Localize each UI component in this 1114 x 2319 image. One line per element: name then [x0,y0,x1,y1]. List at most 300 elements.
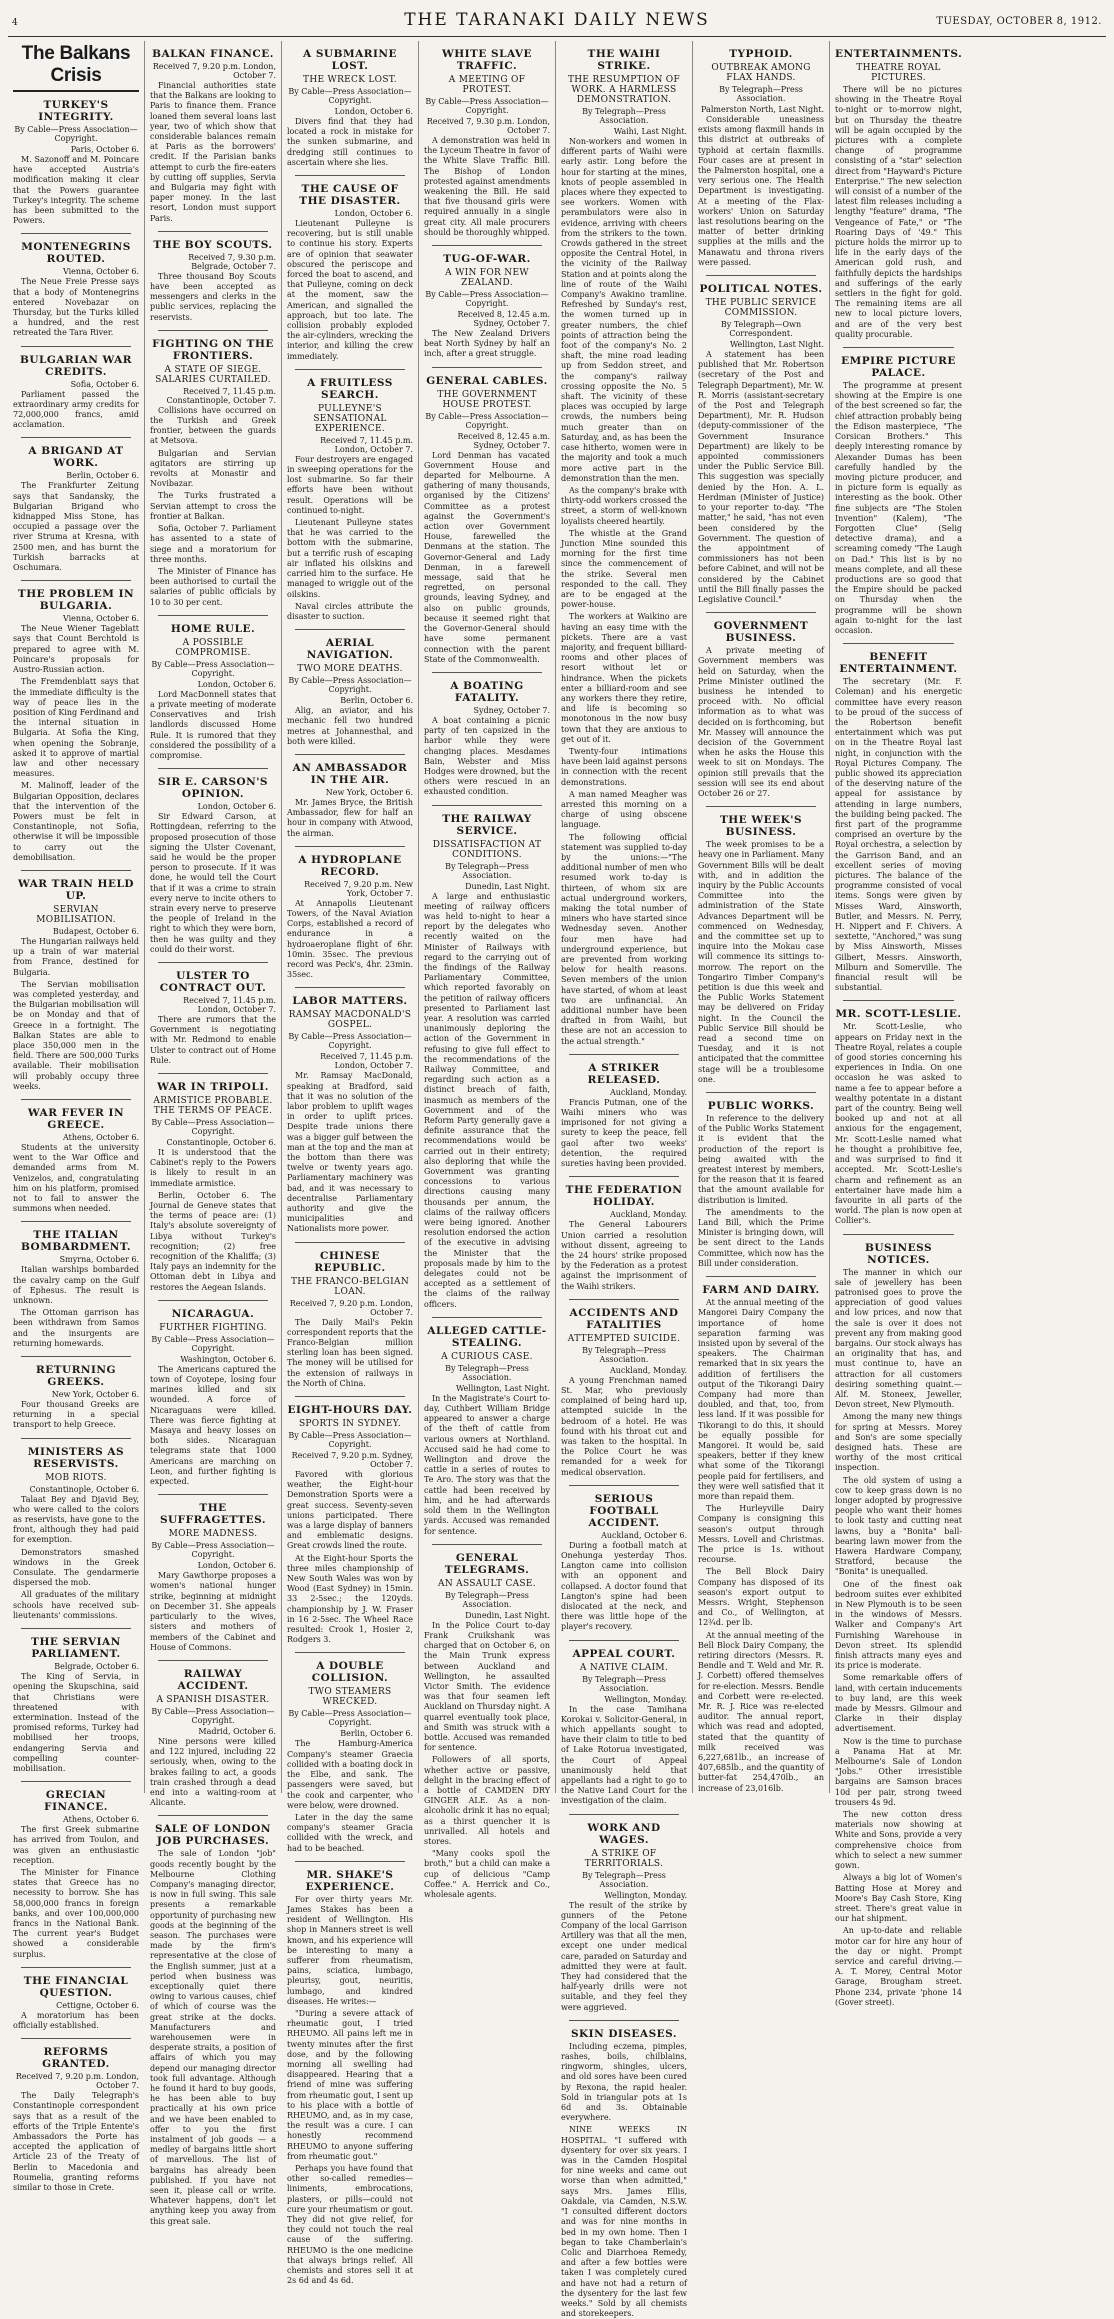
article-paragraph: "Many cooks spoil the broth," but a child can make a cup of delicious "Camp Coffee." A. Herrick and Co., wholesale agents. [424,1849,550,1899]
article-headline: WAR FEVER IN GREECE. [27,1107,125,1131]
article-paragraph: The new cotton dress materials now showing at White and Sons, provide a very comprehensive choice from which to select a new summer gown. [835,1810,962,1871]
article-headline: BALKAN FINANCE. [152,48,274,60]
article-divider [843,1000,954,1001]
article-headline: SKIN DISEASES. [570,2027,678,2040]
article-headline: SIR E. CARSON'S OPINION. [157,776,269,801]
article-dateline: Berlin, October 6. [340,1729,413,1739]
article-credit: By Cable—Press Association—Copyright. [151,1541,275,1560]
article [424,672,550,798]
article-paragraph: The King of Servia, in opening the Skupschina, said that Christians were threatened with extermination. Instead of the promised reforms, Turkey had mobilised her troops, endangering Servia and compelling counter-mobilisation. [13,1672,139,1773]
article-headline: A FRUITLESS SEARCH. [307,376,393,401]
article-dateline: Budapest, October 6. [52,926,139,936]
article-paragraph: Alig, an aviator, and his mechanic fell two hundred metres at Johannesthal, and both were killed. [287,706,413,746]
article-headline: THE ITALIAN BOMBARDMENT. [20,1229,132,1254]
article-paragraph: The Americans captured the town of Coyotepe, losing four marines killed and six wounded. A force of Nicaraguans were killed. There was fierce fighting at Masaya and heavy losses on both sides. Nicaraguan telegrams state that 1000 Americans are marching on Leon, and further fighting is expected. [150,1364,276,1487]
article-credit: By Cable—Press Association—Copyright. [288,1431,412,1450]
article-paragraph: At the annual meeting of the Bell Block Dairy Company, the retiring directors (Messrs. R. Bendle and T. Weld and Mr. R. J. Corbett) offered themselves for re-election. Messrs. Bendle and Corbett were re-elected. Mr. R. J. Rice was re-elected auditor. The annual report, which was read and adopted, stated that the quantity of milk received was 6,227,681lb., an increase of 407,685lb., and the quantity of butter-fat 254,470lb., an increase of 23,016lb. [698,1630,824,1793]
article [287,846,413,981]
article-divider [158,615,268,616]
article-headline: ALLEGED CATTLE-STEALING. [427,1324,547,1349]
article [13,1438,139,1621]
article-paragraph: The Ottoman garrison has been withdrawn from Samos and the insurgents are returning homewards. [13,1308,139,1348]
article-paragraph: The Hungarian railways held up a train of war material from France, destined for Bulgaria. [13,936,139,977]
article-headline: THE BOY SCOUTS. [153,238,273,251]
article-divider [843,643,954,644]
article-paragraph: At the annual meeting of the Mangorei Dairy Company the importance of home separation farming was insisted upon by several of the speakers. The Chairman remarked that in six years the addition of fertilisers the output of the Tikorangi Dairy Company had more than doubled, and that, too, from less land. If it was possible for Tikorangi to do this, it should be equally possible for Mangorei. It would be, said speakers, better if they knew what some of the Tikorangi people paid for fertilisers, and they were well satisfied that it more than repaid them. [698,1298,824,1501]
article-divider [295,754,405,755]
article-paragraph: The first Greek submarine has arrived from Toulon, and was given an enthusiastic reception. [13,1825,139,1865]
article-headline: AERIAL NAVIGATION. [306,637,394,662]
article [150,1494,276,1653]
article [287,48,413,168]
article-paragraph: Always a big lot of Women's Batting Hose at Morey and Moore's Bay Cash Store, King street. There's great value in our hat shipment. [835,1873,962,1924]
article-subheadline: TWO MORE DEATHS. [297,664,403,675]
article [287,1396,413,1645]
article [13,1781,139,1960]
article-paragraph: In the Police Court to-day Frank Cruikshank was charged that on October 6, on the Main Trunk express between Auckland and Wellington, he assaulted Victor Smith. The evidence was that four seamen left Auckland on Thursday night. A quarrel eventually took place, and Smith was struck with a bottle. Accused was remanded for sentence. [424,1620,550,1753]
article-divider [158,768,268,769]
article-dateline: Palmerston North, Last Night. [701,105,824,114]
article-subheadline: MORE MADNESS. [168,1529,258,1540]
article-subheadline: ARMISTICE PROBABLE. THE TERMS OF PEACE. [153,1096,273,1116]
article-paragraph: Lord MacDonnell states that a private meeting of moderate Conservatives and Irish landlords discussed Home Rule. It is rumored that they considered the possibility of a compromise. [150,689,276,760]
article-paragraph: Berlin, October 6. The Journal de Geneve states that the terms of peace are: (1) Italy's absolute sovereignty of Libya without Turkey's recognition; (2) free recognition of the Khaliffa; (3) Italy pays an indemnity for the Ottoman debt in Libya and restores the Aegean Islands. [150,1190,276,1292]
article-divider [432,1544,542,1545]
article-subheadline: THE WRECK LOST. [303,75,397,85]
article-credit: By Telegraph—Press Association. [719,85,803,103]
article [13,346,139,431]
article-credit: By Cable—Press Association—Copyright. [288,1032,412,1051]
article [13,1221,139,1349]
newspaper-title: THE TARANAKI DAILY NEWS [404,10,710,30]
article-divider [158,962,268,963]
article-paragraph: Sofia, October 7. Parliament has assented to a state of siege and a moratorium for three months. [150,524,276,564]
article-paragraph: Naval circles attribute the disaster to suction. [287,601,413,621]
article [698,612,824,799]
article-headline: THE WAIHI STRIKE. [587,48,661,72]
article [561,1176,687,1291]
article-divider [21,870,131,871]
article-headline: ACCIDENTS AND FATALITIES [569,1306,679,1331]
article [13,233,139,338]
article [698,806,824,1085]
article-divider [432,367,542,368]
article-dateline: Received 7, 9.20 p.m. London, October 7. [152,62,276,80]
article-headline: THE SERVIAN PARLIAMENT. [31,1636,121,1661]
article-divider [21,1438,131,1439]
article [150,962,276,1066]
article-credit: By Cable—Press Association—Copyright. [151,659,275,678]
column [419,41,556,1899]
article-paragraph: The Neue Freie Presse says that a body of Montenegrins entered Novebazar on Thursday, but the Turks killed a hundred, and the rest retreated the Tara River. [13,277,139,338]
article [150,48,276,224]
article-headline: WORK AND WAGES. [587,1821,661,1846]
article-credit: By Telegraph—Press Association. [445,1363,529,1382]
article-paragraph: The General Labourers Union carried a resolution without dissent, agreeing to the 24 hours' strike proposed by the Federation as a protest against the imprisonment of the Waihi strikers. [561,1220,687,1291]
article-dateline: Auckland, Monday. [610,1365,687,1375]
article-paragraph: Favored with glorious weather, the Eight-hour Demonstration Sports were a great success. Seventy-seven unions participated. There was a large display of banners and emblematic designs. Great crowds lined the route. [287,1470,413,1551]
article-divider [21,1781,131,1782]
issue-date: TUESDAY, OCTOBER 8, 1912. [936,16,1102,27]
article-paragraph: Demonstrators smashed windows in the Greek Consulate. The gendarmerie dispersed the mob. [13,1547,139,1588]
article-credit: By Telegraph—Own Correspondent. [720,320,802,339]
article-headline: EIGHT-HOURS DAY. [287,1404,413,1417]
article-headline: RETURNING GREEKS. [36,1364,116,1389]
article-divider [843,1234,954,1235]
article-headline: BUSINESS NOTICES. [864,1241,933,1266]
article [561,48,687,1047]
article-divider [158,1815,268,1816]
article-paragraph: Lieutenant Pulleyne is recovering, but is still unable to continue his story. Experts are of opinion that seawater obscured the periscope and forced the boat to ascend, and that Pulleyne, coming on deck at the moment, saw the American, and signalled the approach, but too late. The collision probably exploded the air-cylinders, wrecking the interior, and killing the crew immediately. [287,219,413,361]
article [287,175,413,362]
article-paragraph: The New Zealand Drivers beat North Sydney by half an inch, after a great struggle. [424,329,550,359]
article-divider [295,1242,405,1243]
article-divider [706,275,816,276]
article-subheadline: A STRIKE OF TERRITORIALS. [584,1848,664,1869]
article-headline: THE WEEK'S BUSINESS. [719,814,803,839]
article [287,629,413,747]
article-headline: THE CAUSE OF THE DISASTER. [299,183,401,208]
article-headline: CHINESE REPUBLIC. [314,1249,386,1274]
column [8,41,145,2192]
article-dateline: Received 7, 9.20 p.m. London, October 7. [15,2072,139,2091]
article [150,768,276,955]
article-headline: GENERAL TELEGRAMS. [444,1551,530,1576]
article-paragraph: A private meeting of Government members was held on Saturday, when the Prime Minister outlined the business he intended to proceed with. No official information as to what was decided on is forthcoming, but Mr. Massey will announce the decision of the Government when he asks the House this week to sit on Mondays. The opinion still prevails that the session will see its end about October 26 or 27. [698,646,824,798]
article [287,369,413,622]
article-paragraph: Lord Denman has vacated Government House and departed for Melbourne. A gathering of many thousands, organised by the Citizens' Committee as a protest against the Government's action over Government House, farewelled the Denmans at the station. The Governor-General and Lady Denman, in a farewell message, said that he regretted, on personal grounds, leaving Sydney, and also on public grounds, because it seemed right that the Governor-General should have some permanent connection with the parent State of the Commonwealth. [424,450,550,664]
article [150,231,276,323]
article-dateline: Received 8, 12.45 a.m. Sydney, October 7. [457,431,550,450]
article-subheadline: THE RESUMPTION OF WORK. A HARMLESS DEMONSTRATION. [567,75,681,105]
section-banner: The Balkans Crisis [13,43,139,92]
article-divider [706,1092,816,1093]
article-divider [569,1485,679,1486]
article-credit: By Cable—Press Association—Copyright. [425,411,549,430]
article-credit: By Telegraph—Press Association. [582,107,666,125]
article-subheadline: ATTEMPTED SUICIDE. [567,1333,681,1344]
article-headline: BENEFIT ENTERTAINMENT. [839,651,958,676]
article-paragraph: The amendments to the Land Bill, which the Prime Minister is bringing down, will be sent direct to the Lands Committee, which now has the Bill under consideration. [698,1207,824,1268]
article-paragraph: The Servian mobilisation was completed yesterday, and the Bulgarian mobilisation will be on Monday and that of Greece in a fortnight. The Balkan States are able to place 350,000 men in the field. There are 500,000 Turks available. Their mobilisation will probably occupy three weeks. [13,979,139,1091]
article-credit: By Telegraph—Press Association. [445,1590,529,1609]
article-paragraph: The Minister of Finance has been authorised to curtail the salaries of public officials by 10 to 30 per cent. [150,566,276,607]
article-paragraph: Including eczema, pimples, rashes, boils, chilblains, ringworm, shingles, ulcers, and old sores have been cured by Rexona, the rapid healer. Sold in triangular pots at 1s 6d and 3s. Obtainable everywhere. [561,2041,687,2123]
article [424,805,550,1310]
article-subheadline: FURTHER FIGHTING. [159,1322,267,1333]
article-paragraph: The following official statement was supplied to-day by the unions:—"The additional number of men who resumed work to-day is thirteen, of whom six are actual underground workers, making the total number of miners who have started since Wednesday seven. Another four men have had underground experience, but are prevented from working below for health reasons. Seven members of the union have started, of whom at least two are unfinancial. An additional number have been drafted in from Waihi, but these are not an accession to the actual strength." [561,832,687,1046]
article-headline: TYPHOID. [729,48,793,60]
article-paragraph: A boat containing a picnic party of ten capsized in the harbor while they were changing places. Mesdames Bain, Webster and Miss Hodges were drowned, but the others were rescued in an exhausted condition. [424,715,550,797]
article-headline: SERIOUS FOOTBALL ACCIDENT. [588,1492,660,1529]
article-dateline: Received 7, 9.20 p.m. London, October 7. [289,1298,413,1317]
article-divider [295,1652,405,1653]
article [13,437,139,573]
article [13,870,139,1092]
article [424,367,550,665]
article-dateline: Cettigne, October 6. [56,2000,139,2010]
article-divider [843,347,954,348]
article-paragraph: Sir Edward Carson, at Rottingdean, referring to the proposed prosecution of those signing the Ulster Covenant, said he would be the proper person to prosecute. If it was done, he would tell the Court that if it was a crime to strain every nerve to incite others to strain every nerve to preserve the people of Ireland in the right to which they were born, then he was guilty and they could do their worst. [150,812,276,954]
article-dateline: Received 7, 9.30 p.m. Belgrade, October 7. [188,252,276,271]
article-divider [295,1396,405,1397]
article-paragraph: At Annapolis Lieutenant Towers, of the Naval Aviation Corps, established a record of endurance in a hydroaeroplane flight of 6hr. 10min. 35sec. The previous record was Peck's, 4hr. 23min. 35sec. [287,898,413,980]
column [693,41,830,1793]
article-subheadline: THE FRANCO-BELGIAN LOAN. [291,1276,409,1297]
article [561,1814,687,2013]
article-paragraph: Mr. Scott-Leslie, who appears on Friday next in the Theatre Royal, relates a couple of good stories concerning his experiences in India. On one occasion he was asked to name a fee to appear before a wealthy potentate in a distant part of the country. Being well booked up and not at all anxious for the engagement, Mr. Scott-Leslie named what he thought a prohibitive fee, and was surprised to find it accepted. Mr. Scott-Leslie's charm and refinement as an entertainer have made him a favourite in all parts of the world. The plan is now open at Collier's. [835,1022,962,1226]
article-paragraph: In reference to the delivery of the Public Works Statement it is evident that the production of the report is being awaited with the greatest interest by members, for the reason that it is feared that the amount available for distribution is limited. [698,1114,824,1205]
article-subheadline: SERVIAN MOBILISATION. [36,904,116,925]
article-divider [569,1176,679,1177]
article-paragraph: Considerable uneasiness exists among flaxmill hands in this district at outbreaks of typhoid at certain flaxmills. Four cases are at present in the Palmerston hospital, one a very serious one. The Health Department is investigating. At a meeting of the Flax-workers' Union on Saturday last resolutions bearing on the matter of better drinking supplies at the mills and the Manawatu and throna rivers were passed. [698,115,824,267]
article-paragraph: A statement has been published that Mr. Robertson (secretary of the Post and Telegraph Department), Mr. W. R. Morris (assistant-secretary of the Post and Telegraph Department), Mr. R. Hudson (deputy-commissioner of the Government Insurance Department) are likely to be appointed commissioners under the Public Service Bill. This suggestion was specially denied by the Hon. A. L. Herdman (Minister of Justice) to your reporter to-day. "The matter," he said, "has not even been considered by the Government. The question of the appointment of commissioners has not been before Cabinet, and will not be considered by the Cabinet until the Bill finally passes the Legislative Council." [698,350,824,604]
article [13,1356,139,1431]
article-paragraph: Some remarkable offers of land, with certain inducements to buy land, are this week made by Messrs. Gilmour and Clarke in their display advertisement. [835,1673,962,1734]
article-paragraph: A demonstration was held in the Lyceum Theatre in favor of the White Slave Traffic Bill. The Bishop of London protested against amendments weakening the Bill. He said that five thousand girls were required annually in a single great city. All male procurers should be thoroughly whipped. [424,136,550,237]
article-subheadline: SPORTS IN SYDNEY. [298,1419,402,1430]
article-dateline: Smyrna, October 6. [59,1255,139,1265]
article [561,1640,687,1807]
article-headline: TUG-OF-WAR. [443,253,531,266]
article-headline: THE RAILWAY SERVICE. [442,812,532,837]
article [13,580,139,863]
article-credit: By Telegraph—Press Association. [582,1345,666,1364]
article-dateline: Auckland, October 6. [601,1530,687,1540]
article-dateline: Received 7, 11.45 p.m. London, October 7. [320,1052,413,1071]
article-dateline: Berlin, October 6. [340,696,413,706]
article [698,48,824,268]
article-headline: A HYDROPLANE RECORD. [298,853,402,878]
article-paragraph: Four destroyers are engaged in sweeping operations for the lost submarine. So far their efforts have been without result. Operations will be continued to-night. [287,454,413,515]
article-paragraph: The Neue Wiener Tageblatt says that Count Berchtold is prepared to agree with M. Poincare's proposals for Austro-Russian action. [13,624,139,675]
article-divider [432,245,542,246]
article-paragraph: The Minister for Finance states that Greece has no necessity to borrow. She has 58,000,000 francs in foreign banks, and over 100,000,000 francs in the National Bank. The current year's Budget showed a considerable surplus. [13,1867,139,1959]
article-dateline: Vienna, October 6. [62,614,139,624]
article-credit: By Cable—Press Association—Copyright. [14,125,138,143]
article-dateline: London, October 6. [334,209,413,219]
article-paragraph: The Hurleyville Dairy Company is consigning this season's output through Messrs. Lovell and Christmas. The price is 1s. without recourse. [698,1504,824,1565]
article-paragraph: For over thirty years Mr. James Stakes has been a resident of Wellington. His shop in Manners street is well known, and his experience will be interesting to many a sufferer from rheumatism, pains, sciatica, lumbago, pleurisy, gout, neuritis, lumbago, and kindred diseases. He writes:— [287,1894,413,2006]
article-divider [432,805,542,806]
article-divider [295,987,405,988]
article-credit: By Telegraph—Press Association. [582,1870,666,1889]
article-divider [21,1628,131,1629]
article-paragraph: As the company's brake with thirty-odd workers crossed the street, a storm of well-known loyalists cheered heartily. [561,485,687,526]
article-paragraph: The Daily Telegraph's Constantinople correspondent says that as a result of the efforts of the Triple Entente's Ambassadors the Porte has accepted the application of Article 23 of the Treaty of Berlin to Macedonia and Roumelia, granting reforms similar to those in Crete. [13,2091,139,2192]
article-subheadline: OUTBREAK AMONG FLAX HANDS. [711,63,811,83]
article-credit: By Telegraph—Press Association. [582,1674,666,1693]
article [287,1861,413,2287]
article-dateline: Vienna, October 6. [62,267,139,277]
article-headline: WAR IN TRIPOLI. [157,1081,269,1093]
article [150,615,276,761]
article [287,754,413,839]
article-paragraph: Nine persons were killed and 122 injured, including 22 seriously, when, owing to the brakes failing to act, a goods train crashed through a dead end into a waiting-room at Alicante. [150,1736,276,1808]
article-headline: THE FEDERATION HOLIDAY. [565,1184,683,1209]
article-dateline: Wellington, Last Night. [729,340,824,350]
article [835,1000,962,1226]
article [287,1242,413,1389]
article-headline: A DOUBLE COLLISION. [311,1660,389,1685]
article-paragraph: Later in the day the same company's steamer Gracia collided with the wreck, and had to be beached. [287,1812,413,1853]
article-paragraph: Followers of all sports, whether active or passive, delight in the bracing effect of a bottle of CAMDEN DRY GINGER ALE. As a non-alcoholic drink it has no equal; as a thirst quencher it is unrivalled. All hotels and stores. [424,1755,550,1846]
article-headline: MONTENEGRINS ROUTED. [21,241,131,266]
article-subheadline: A SPANISH DISASTER. [156,1694,270,1705]
article-divider [21,2038,131,2039]
article-paragraph: Students at the university went to the War Office and demanded arms from M. Venizelos, and, congratulating him on his platform, promised not to fail to answer the summons when needed. [13,1143,139,1214]
article-credit: By Cable—Press Association—Copyright. [288,676,412,695]
article [287,987,413,1234]
article-headline: SALE OF LONDON JOB PURCHASES. [154,1823,271,1848]
article-dateline: Washington, October 6. [180,1354,276,1364]
columns [8,41,1106,2319]
article-divider [21,437,131,438]
article-dateline: London, October 6. [334,107,413,116]
article-headline: ULSTER TO CONTRACT OUT. [159,969,267,994]
article-subheadline: A NATIVE CLAIM. [579,1662,669,1673]
article-divider [158,1660,268,1661]
article-paragraph: Mr. James Bryce, the British Ambassador, flew for half an hour in company with Atwood, the airman. [287,797,413,838]
article-paragraph: There are rumors that the Government is negotiating with Mr. Redmond to enable Ulster to contract out of Home Rule. [150,1014,276,1065]
article-paragraph: The Frankfurter Zeitung says that Sandansky, the Bulgarian Brigand who kidnapped Miss Stone, has occupied a passage over the river Struma at Kresna, with 2500 men, and has burnt the Turkish barracks at Oschumara. [13,481,139,573]
article-headline: PUBLIC WORKS. [707,1100,815,1113]
article-divider [706,612,816,613]
article-headline: THE FINANCIAL QUESTION. [23,1974,129,1999]
article [835,643,962,993]
article-headline: A SUBMARINE LOST. [303,48,397,72]
article-dateline: London, October 6. [197,1561,276,1571]
article-divider [295,175,405,176]
article-headline: BULGARIAN WAR CREDITS. [19,353,133,378]
article-divider [158,330,268,331]
article-subheadline: A CURIOUS CASE. [441,1351,533,1362]
article [13,2038,139,2193]
article-subheadline: THE PUBLIC SERVICE COMMISSION. [705,298,817,319]
article-paragraph: The Daily Mail's Pekin correspondent reports that the Franco-Belgian million sterling loan has been signed. The money will be utilised for the extension of railways in the North of China. [287,1317,413,1388]
article-paragraph: The result of the strike by gunners of the Petone Company of the local Garrison Artillery was that all the men, except one under medical care, paraded on Saturday and admitted they were at fault. They had considered that the half-yearly drills were not suitable, and they feel they were aggrieved. [561,1900,687,2012]
article [150,1660,276,1808]
article-headline: POLITICAL NOTES. [699,283,823,296]
article-headline: A BRIGAND AT WORK. [28,445,124,470]
article [698,275,824,605]
article-divider [706,806,816,807]
article-paragraph: The workers at Waikino are having an easy time with the pickets. There are a vast majority, and frequent billiard-rooms and other places of resort without let or hindrance. When the pickets enter a billiard-room and see any workers there they retire, and life is becoming so monotonous in the now busy town that they are anxious to get out of it. [561,612,687,744]
article [424,1317,550,1537]
article-dateline: New York, October 6. [51,1390,139,1400]
article-paragraph: At the Eight-hour Sports the three miles championship of New South Wales was won by Wood (East Sydney) in 15min. 33 2-5sec.; the 120yds. championship by J. W. Fraser in 16 2-5sec. The Wheel Race resulted: Crook 1, Hosier 2, Rodgers 3. [287,1553,413,1645]
article-paragraph: Among the many new things for spring at Messrs. Morey and Son's are some specially designed hats. These are worthy of the most critical inspection. [835,1412,962,1473]
article-credit: By Cable—Press Association—Copyright. [288,87,412,105]
article-dateline: Received 7, 11.45 p.m. London, October 7. [183,995,276,1014]
article-paragraph: During a football match at Onehunga yesterday Thos. Langton came into collision with an opponent and collapsed. A doctor found that Langton's spine had been dislocated at the neck, and there was little hope of the player's recovery. [561,1540,687,1632]
article-headline: GOVERNMENT BUSINESS. [713,620,809,645]
article-paragraph: Italian warships bombarded the cavalry camp on the Gulf of Ephesus. The result is unknown. [13,1265,139,1306]
article-dateline: Paris, October 6. [70,145,139,154]
article-divider [21,1356,131,1357]
article-headline: GRECIAN FINANCE. [44,1789,108,1814]
article [13,1099,139,1214]
article-divider [569,1299,679,1300]
article-dateline: London, October 6. [197,802,276,812]
article-dateline: Wellington, Last Night. [455,1383,550,1393]
article-dateline: Constantinople, October 6. [166,1138,276,1147]
article-headline: GENERAL CABLES. [426,374,548,387]
article-divider [432,1317,542,1318]
article-credit: By Cable—Press Association—Copyright. [425,290,549,309]
article-dateline: Belgrade, October 6. [54,1662,139,1672]
article-paragraph: The secretary (Mr. F. Coleman) and his energetic committee have every reason to be proud of the success of the Robertson benefit entertainment which was put on in the Theatre Royal last night, in conjunction with the Royal Pictures Company. The public showed its appreciation of the deserving nature of the appeal for assistance by attending in large numbers, the building being packed. The first part of the programme comprised an overture by the Royal orchestra, a selection by the Garrison Band, and an excellent series of moving pictures. The balance of the programme consisted of vocal items. Songs were given by Misses Ward, Ainsworth, Butler, and Messrs. N. Perry, H. Nippert and F. Chivers. A sextette, "Anchored," was sung by Miss Ainsworth, Misses Gilbert, Messrs. Ainsworth, Milburn and Somerville. The financial result will be substantial. [835,677,962,993]
article-subheadline: THEATRE ROYAL PICTURES. [856,63,941,83]
article-paragraph: Non-workers and women in different parts of Waihi were early astir. Long before the hour for starting at the mines, knots of people assembled in places where they expected to see workers. Women with perambulators were also in evidence, arriving with cheers from the strikers to the town. Crowds gathered in the street opposite the Central Hotel, in the vicinity of the Railway Station and at points along the line of route of the Waihi Company's Awakino tramline. Refreshed by Sunday's rest, the women turned up in greater numbers, the chief points of attraction being the foot of the company's No. 2 shaft, the mine road leading up from Seddon street, and the company's railway crossing opposite the No. 5 shaft. The vicinity of these places was occupied by large crowds, the numbers being much greater than on Saturday, and, as has been the case hitherto, women were in the majority and took a much more active part in the demonstration than the men. [561,137,687,483]
article-paragraph: The sale of London "job" goods recently bought by the Melbourne Clothing Company's managing director, is now in full swing. This sale presents a remarkable opportunity of purchasing new goods at the beginning of the season. The purchases were made by the firm's representative at the close of the English summer, just at a period when business was exceptionally quiet there owing to various causes, chief of which of course was the great strike at the docks. Manufacturers and warehousemen were in desperate straits, a position of affairs of which you may depend our managing director took full advantage. Although he found it hard to buy goods, he has been able to buy practically at his own price and we have been enabled to offer to you the first instalment of job goods — a medley of bargains little short of marvellous. The list of bargains has already been published. If you have not seen it, please call or write. Whatever happens, don't let anything keep you away from this great sale. [150,1849,276,2226]
article-paragraph: The week promises to be a heavy one in Parliament. Many Government Bills will be dealt with, and in addition the inquiry by the Public Accounts Committee into the administration of the State Advances Department will be commenced on Wednesday, and the committee set up to inquire into the Mokau case will commence its sittings to-morrow. The report on the Tongariro Timber Company's petition is due this week and the Public Works Statement may be delivered on Friday night. In the Council the Public Service Bill should be read a second time on Tuesday, and it is not anticipated that the committee stage will be a troublesome one. [698,840,824,1084]
article-divider [706,1276,816,1277]
article-dateline: Athens, October 6. [62,1133,139,1142]
article-subheadline: A MEETING OF PROTEST. [448,75,526,95]
article-subheadline: THE GOVERNMENT HOUSE PROTEST. [437,389,537,410]
article-paragraph: The Turks frustrated a Servian attempt to cross the frontier at Balkan. [150,491,276,521]
article-paragraph: Mary Gawthorpe proposes a women's national hunger strike, beginning at midnight on December 31. She appeals particularly to the wives, sisters and mothers of members of the Cabinet and House of Commons. [150,1571,276,1652]
article-paragraph: The old system of using a cow to keep grass down is no longer adopted by progressive people who want their homes to look tasty and cutting neat lawns, buy a "Bonita" ball-bearing lawn mower from the Hawera Hardware Company, Stratford, because the "Bonita" is unequalled. [835,1475,962,1577]
article-paragraph: M. Sazonoff and M. Poincare have accepted Austria's modification making it clear that the Powers guarantee Turkey's integrity. The scheme has been submitted to the Powers. [13,155,139,226]
article-headline: REFORMS GRANTED. [42,2046,110,2071]
article-headline: THE SUFFRAGETTES. [159,1502,267,1527]
article-dateline: Dunedin, Last Night. [465,1610,550,1620]
article-paragraph: The Fremdenblatt says that the immediate difficulty is the way of peace lies in the position of King Ferdinand and the internal situation in Bulgaria. At Sofia the King, when opening the Sobranje, asked it to approve of martial law and other necessary measures. [13,677,139,779]
article [287,1652,413,1853]
article-credit: By Cable—Press Association—Copyright. [425,97,549,115]
article [424,48,550,238]
article-divider [295,629,405,630]
article [13,1967,139,2031]
article [13,99,139,226]
article-paragraph: It is understood that the Cabinet's reply to the Powers is likely to result in an immediate armistice. [150,1148,276,1188]
article-dateline: Received 7, 9.30 p.m. London, October 7. [426,117,550,135]
article-dateline: Sydney, October 7. [473,705,550,715]
article-divider [569,1640,679,1641]
article-paragraph: Parliament passed the extraordinary army credits for 72,000,000 francs, amid acclamation. [13,389,139,430]
article [150,1815,276,2227]
article-headline: AN AMBASSADOR IN THE AIR. [292,761,408,786]
article-paragraph: The whistle at the Grand Junction Mine sounded this morning for the first time since the commencement of the strike. Several men responded to the call. They are to be engaged at the power-house. [561,528,687,610]
article-subheadline: A POSSIBLE COMPROMISE. [175,637,251,658]
masthead [8,6,1106,37]
article-dateline: Wellington, Monday. [604,1890,687,1900]
column [556,41,693,2319]
article-paragraph: Perhaps you have found that other so-called remedies—liniments, embrocations, plasters, or pills—could not cure your rheumatism or gout. They did not give relief, for they could not touch the real cause of the suffering. RHEUMO is the one medicine that always brings relief. All chemists and stores sell it at 2s 6d and 4s 6d. [287,2164,413,2286]
article-dateline: Received 7, 9.20 p.m. Sydney, October 7. [291,1451,413,1470]
article-paragraph: Mr. Ramsay MacDonald, speaking at Bradford, said that it was no solution of the labor problem to uplift wages in order to uplift prices. Despite trade unions there was a bigger gulf between the man at the top and the man at the bottom than there was twelve or twenty years ago. Parliamentary machinery was bad, and it was necessary to decentralise Parliamentary authority and give the municipalities and Nationalists more power. [287,1071,413,1234]
article-credit: By Cable—Press Association—Copyright. [288,1709,412,1728]
article [698,1276,824,1794]
article-divider [569,1814,679,1815]
article-paragraph: Bulgarian and Servian agitators are stirring up revolts at Monastir and Novibazar. [150,448,276,489]
article-headline: A STRIKER RELEASED. [587,1061,661,1086]
article [835,1234,962,2008]
article-headline: APPEAL COURT. [572,1647,676,1660]
article [13,1628,139,1774]
article [561,1299,687,1478]
article-headline: A BOATING FATALITY. [450,679,524,704]
article-subheadline: TWO STEAMERS WRECKED. [308,1687,392,1708]
article-dateline: Berlin, October 6. [66,471,139,481]
article [561,1054,687,1169]
article-dateline: Madrid, October 6. [198,1726,276,1736]
column [145,41,282,2226]
article-divider [158,231,268,232]
article-credit: By Cable—Press Association—Copyright. [151,1706,275,1725]
